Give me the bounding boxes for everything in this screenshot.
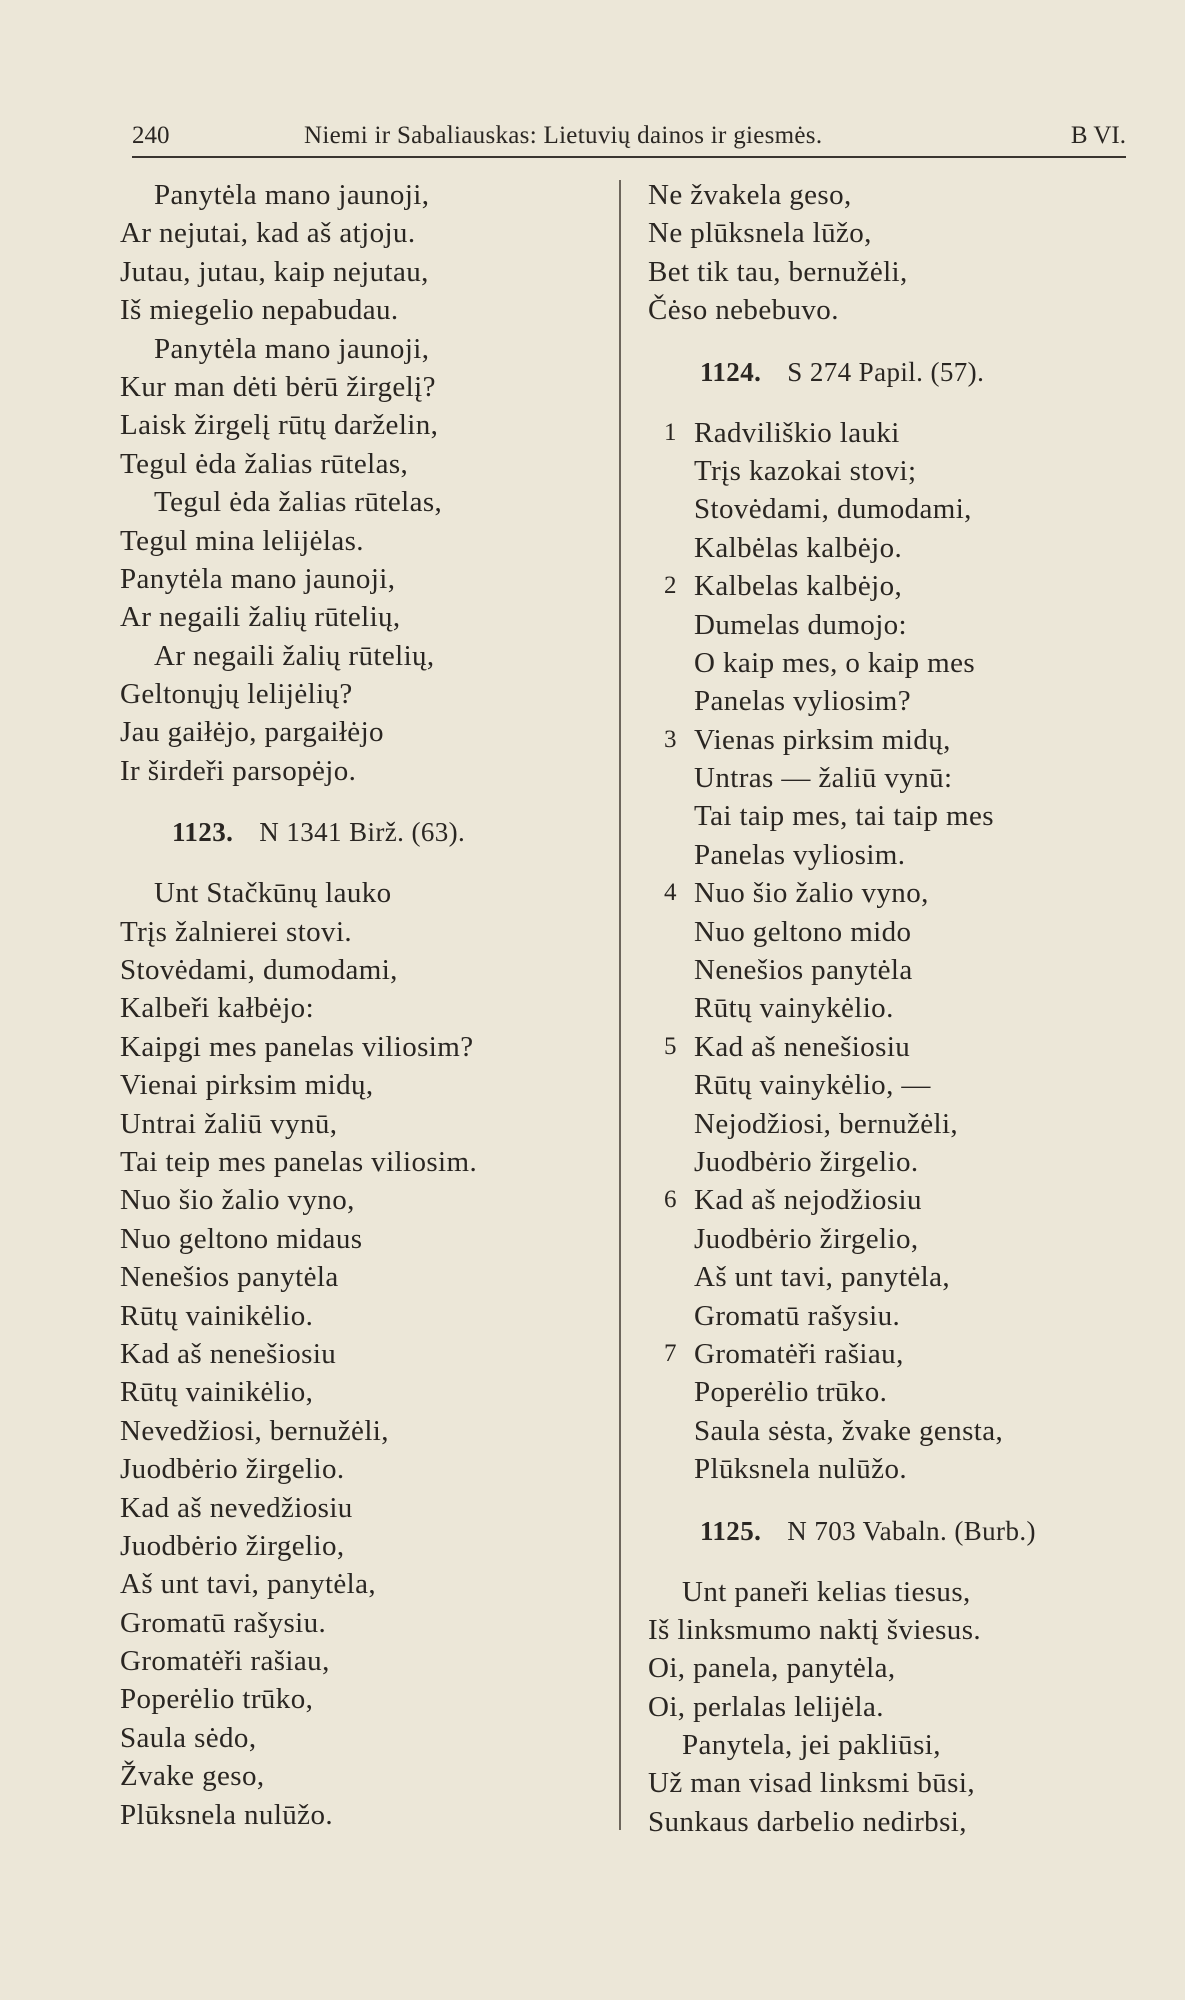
verse-line: Už man visad linksmi būsi,	[648, 1767, 975, 1800]
verse-line: Kad aš nevedžiosiu	[120, 1491, 353, 1524]
verse-line: Tai teip mes panelas viliosim.	[120, 1145, 478, 1178]
section-mark: B VI.	[1070, 122, 1126, 149]
verse-line: Ar negaili žalių rūtelių,	[120, 601, 401, 634]
verse-line: Untrai žaliū vynū,	[120, 1107, 338, 1140]
verse-line: Juodbėrio žirgelio,	[694, 1222, 919, 1255]
verse-line: Kalbeři kałbėjo:	[120, 992, 315, 1025]
verse-line: Aš unt tavi, panytėla,	[120, 1568, 377, 1601]
verse-line: Plūksnela nulūžo.	[120, 1798, 334, 1831]
verse-line: 2 Kalbelas kalbėjo,	[648, 567, 1118, 605]
verse-line: Ne žvakela geso,	[648, 179, 852, 211]
verse-line: Nenešios panytėla	[120, 1261, 339, 1294]
verse-line: 7 Gromatėři rašiau,	[648, 1335, 1118, 1373]
verse-line: Saula sėsta, žvake gensta,	[694, 1414, 1004, 1447]
verse-line: Panelas vyliosim?	[694, 685, 912, 718]
verse-line: Nuo šio žalio vyno,	[120, 1184, 355, 1217]
verse-line: Gromatėři rašiau,	[120, 1645, 330, 1678]
song-number: 1124.	[700, 356, 762, 387]
verse-line: Nevedžiosi, bernužėli,	[120, 1414, 389, 1447]
verse-line: Aš unt tavi, panytėla,	[694, 1261, 951, 1294]
stanza-number: 1	[664, 418, 677, 446]
stanza-number: 2	[664, 572, 677, 600]
verse-line: Sunkaus darbelio nedirbsi,	[648, 1805, 967, 1838]
verse-line: Iš miegelio nepabudau.	[120, 294, 399, 327]
verse-line: Panytėla mano jaunoji,	[154, 179, 430, 211]
verse-line: Rūtų vainykėlio.	[694, 992, 894, 1025]
verse-line: Ar negaili žalių rūtelių,	[154, 639, 435, 672]
verse-line: Unt paneři kelias tiesus,	[682, 1575, 971, 1608]
verse-line: Nenešios panytėla	[694, 954, 913, 987]
verse-line: 5 Kad aš nenešiosiu	[648, 1028, 1118, 1066]
verse-line: Oi, perlalas lelijėla.	[648, 1690, 884, 1723]
verse-line: Jutau, jutau, kaip nejutau,	[120, 255, 429, 288]
verse-line: Panytėla mano jaunoji,	[154, 332, 430, 365]
song-source: S 274 Papil. (57).	[787, 356, 985, 387]
verse-line: Plūksnela nulūžo.	[694, 1453, 908, 1486]
spacer	[120, 852, 610, 874]
verse-line: Poperėlio trūko.	[694, 1376, 888, 1409]
verse-line: Gromatū rašysiu.	[694, 1299, 901, 1332]
verse-line: Tai taip mes, tai taip mes	[694, 800, 994, 833]
verse-line: Dumelas dumojo:	[694, 608, 908, 641]
page-number: 240	[132, 122, 170, 149]
verse-line: Panelas vyliosim.	[694, 838, 906, 871]
verse-line: Ir širdeři parsopėjo.	[120, 754, 357, 787]
stanza-number: 5	[664, 1032, 677, 1060]
verse-line: Rūtų vainikėlio,	[120, 1376, 314, 1409]
verse-line: Žvake geso,	[120, 1760, 265, 1793]
verse-line: 1 Radviliškio lauki	[648, 414, 1118, 452]
verse-line: Trįs žalnierei stovi.	[120, 915, 353, 948]
stanza-number: 6	[664, 1186, 677, 1214]
verse-line: Jau gaiłėjo, pargaiłėjo	[120, 716, 384, 749]
verse-line: Tegul ėda žalias rūtelas,	[154, 486, 443, 519]
song-source: N 703 Vabaln. (Burb.)	[787, 1515, 1036, 1546]
column-divider	[619, 180, 621, 1830]
verse-line: Unt Stačkūnų lauko	[154, 877, 392, 910]
verse-line: Ar nejutai, kad aš atjoju.	[120, 217, 416, 250]
verse-line: Iš linksmumo naktį šviesus.	[648, 1613, 982, 1646]
verse-line: Panytėla mano jaunoji,	[120, 562, 396, 595]
verse-line: Poperėlio trūko,	[120, 1683, 314, 1716]
verse-line: Kaipgi mes panelas viliosim?	[120, 1030, 474, 1063]
verse-line: Geltonųjų lelijėlių?	[120, 678, 353, 711]
verse-line: Nejodžiosi, bernužėli,	[694, 1107, 959, 1140]
verse-line: Čėso nebebuvo.	[648, 294, 839, 327]
song-heading	[120, 812, 610, 852]
verse-line: Saula sėdo,	[120, 1721, 257, 1754]
verse-line: Ne plūksnela lūžo,	[648, 217, 872, 250]
verse-line: Rūtų vainykėlio, —	[694, 1069, 931, 1102]
verse-line: O kaip mes, o kaip mes	[694, 646, 976, 679]
spacer	[648, 330, 1118, 352]
spacer	[648, 1489, 1118, 1511]
verse-line: Gromatū rašysiu.	[120, 1606, 327, 1639]
verse-line: Trįs kazokai stovi;	[694, 454, 917, 487]
verse-line: 6 Kad aš nejodžiosiu	[648, 1181, 1118, 1219]
song-number: 1125.	[700, 1515, 762, 1546]
verse-line: Bet tik tau, bernužėli,	[648, 255, 908, 288]
running-header	[132, 120, 1126, 158]
verse-line: Juodbėrio žirgelio,	[120, 1529, 345, 1562]
right-column	[648, 176, 1118, 1841]
song-number: 1123.	[172, 817, 234, 848]
spacer	[648, 392, 1118, 414]
verse-line: Oi, panela, panytėla,	[648, 1652, 896, 1685]
spacer	[648, 1551, 1118, 1573]
verse-line: Juodbėrio žirgelio.	[120, 1453, 345, 1486]
verse-line: Nuo geltono midaus	[120, 1222, 363, 1255]
verse-line: Nuo geltono mido	[694, 915, 912, 948]
verse-line: 4 Nuo šio žalio vyno,	[648, 874, 1118, 912]
left-column	[120, 176, 610, 1834]
verse-line: 3 Vienas pirksim midų,	[648, 721, 1118, 759]
verse-line: Stovėdami, dumodami,	[694, 493, 972, 526]
spacer	[120, 790, 610, 812]
song-heading	[648, 1511, 1118, 1551]
verse-line: Kur man dėti bėrū žirgelį?	[120, 370, 436, 403]
stanza-number: 7	[664, 1339, 677, 1367]
verse-line: Panytela, jei pakliūsi,	[682, 1729, 941, 1762]
verse-line: Juodbėrio žirgelio.	[694, 1145, 919, 1178]
verse-line: Rūtų vainikėlio.	[120, 1299, 314, 1332]
verse-line: Stovėdami, dumodami,	[120, 954, 398, 987]
verse-line: Kad aš nenešiosiu	[120, 1337, 337, 1370]
verse-line: Kalbėlas kalbėjo.	[694, 531, 903, 564]
running-title: Niemi ir Sabaliauskas: Lietuvių dainos ir giesmės.	[304, 122, 823, 149]
song-source: N 1341 Birž. (63).	[259, 817, 466, 848]
verse-line: Laisk žirgelį rūtų darželin,	[120, 409, 439, 442]
stanza-number: 3	[664, 725, 677, 753]
verse-line: Untras — žaliū vynū:	[694, 762, 953, 795]
verse-line: Tegul ėda žalias rūtelas,	[120, 447, 409, 480]
verse-line: Vienai pirksim midų,	[120, 1069, 374, 1102]
stanza-number: 4	[664, 879, 677, 907]
song-heading	[648, 352, 1118, 392]
verse-line: Tegul mina lelijėlas.	[120, 524, 364, 557]
